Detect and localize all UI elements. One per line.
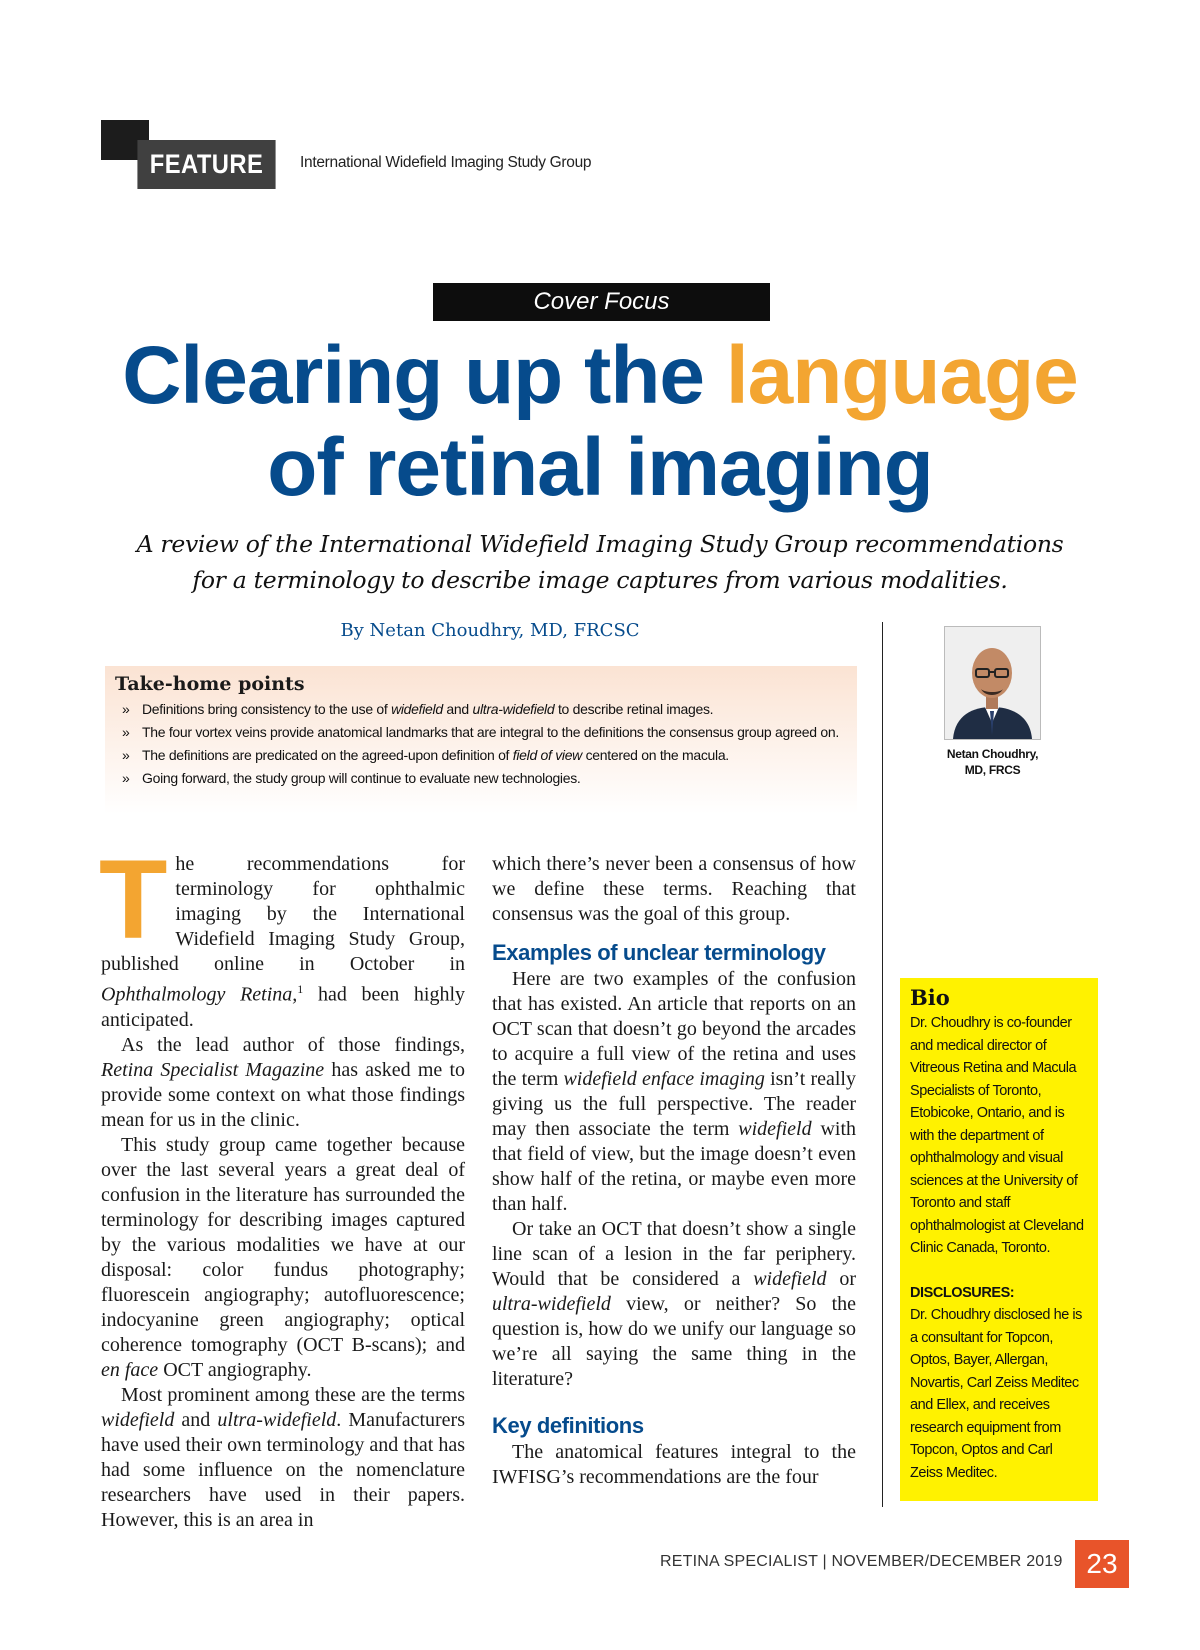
text-run: OCT angiography. — [158, 1358, 312, 1381]
takehome-em: field of view — [512, 747, 582, 763]
text-em: widefield — [753, 1268, 827, 1290]
paragraph — [492, 1217, 856, 1392]
takehome-em: widefield — [391, 701, 443, 717]
text-em: en face — [101, 1358, 159, 1381]
bio-title: Bio — [910, 985, 950, 1010]
bio-text: Dr. Choudhry is co-founder and medical director of Vitreous Retina and Macula Specialists of Toronto, Etobicoke, Ontario, and is with the department of ophthalmology and visual sciences at the University of Toronto and staff ophthalmologist at Cleveland Clinic Canada, Toronto. — [910, 1015, 1084, 1256]
text-run: Most prominent among these are the terms — [121, 1383, 465, 1406]
title-line-1 — [60, 330, 1140, 422]
subtitle-line-2: for a terminology to describe image captures from various modalities. — [192, 566, 1008, 594]
text-em: widefield — [101, 1408, 175, 1431]
title-line-2: of retinal imaging — [267, 422, 933, 513]
body-column-1 — [99, 837, 465, 1533]
takehome-item — [120, 767, 840, 790]
takehome-list — [120, 698, 840, 790]
paragraph — [101, 1383, 465, 1533]
text-run: or — [826, 1268, 856, 1290]
section-heading: Examples of unclear terminology — [492, 940, 826, 965]
takehome-text: The definitions are predicated on the agreed-upon definition of — [142, 747, 513, 763]
text-run: he recommendations for terminology for ophthalmic imaging by the International Widefield Imaging Study Group, published online in October in — [101, 853, 465, 975]
paragraph: The anatomical features integral to the IWFISG’s recommendations are the four — [492, 1441, 856, 1488]
byline: By Netan Choudhry, MD, FRCSC — [340, 620, 640, 641]
text-run: has asked me to provide some context on what those findings mean for us in the clinic. — [101, 1058, 465, 1131]
title-part-1: Clearing up the — [122, 330, 726, 421]
bio-box — [900, 978, 1098, 1501]
section-subtitle: International Widefield Imaging Study Group — [300, 154, 592, 171]
takehome-item — [120, 698, 840, 721]
takehome-text: centered on the macula. — [582, 747, 729, 763]
takehome-title: Take-home points — [115, 673, 305, 695]
text-run: isn’t really giving us the full perspective. The reader may then associate the term — [492, 1068, 856, 1140]
takehome-text: Definitions bring consistency to the use of — [142, 701, 392, 717]
text-run: Or take an OCT that doesn’t show a single line scan of a lesion in the far periphery. Would that be considered a — [492, 1218, 856, 1290]
text-run: Here are two examples of the confusion that has existed. An article that reports on an OCT scan that doesn’t go beyond the arcades to acquire a full view of the retina and uses the term — [492, 968, 856, 1090]
magazine-name: Retina Specialist Magazine — [101, 1058, 325, 1081]
takehome-text: to describe retinal images. — [554, 701, 714, 717]
footer-publication: RETINA SPECIALIST | NOVEMBER/DECEMBER 2019 — [660, 1553, 1063, 1570]
text-em: ultra-widefield — [217, 1408, 337, 1431]
text-em: ultra-widefield — [492, 1293, 611, 1315]
text-run: with that field of view, but the image doesn’t even show half of the retina, or maybe even more than half. — [492, 1118, 856, 1215]
text-run: had been highly anticipated. — [101, 983, 465, 1031]
text-run: and — [174, 1408, 218, 1431]
text-run: As the lead author of those findings, — [121, 1033, 465, 1056]
photo-caption-line-2: MD, FRCS — [964, 763, 1021, 777]
author-portrait-icon — [945, 627, 1040, 739]
column-divider — [882, 622, 883, 1507]
paragraph — [101, 1133, 465, 1383]
journal-name: Ophthalmology Retina, — [101, 983, 298, 1006]
text-em: widefield enface imaging — [563, 1068, 765, 1090]
article-title — [60, 330, 1140, 514]
takehome-text: The four vortex veins provide anatomical landmarks that are integral to the definitions the consensus group agreed on. — [142, 724, 839, 740]
feature-tag: FEATURE — [137, 140, 275, 189]
paragraph — [492, 967, 856, 1217]
text-run: . Manufacturers have used their own terminology and that has had some influence on the nomenclature researchers have used in their papers. However, this is an area in — [101, 1408, 465, 1531]
disclosures-text: Dr. Choudhry disclosed he is a consultant for Topcon, Optos, Bayer, Allergan, Novartis, Carl Zeiss Meditec and Ellex, and receives research equipment from Topcon, Optos and Carl Zeiss Meditec. — [910, 1307, 1082, 1481]
paragraph — [101, 1033, 465, 1133]
takehome-text: Going forward, the study group will continue to evaluate new technologies. — [142, 770, 581, 786]
photo-caption — [930, 746, 1055, 778]
takehome-item — [120, 721, 840, 744]
section-heading: Key definitions — [492, 1413, 644, 1438]
page-number: 23 — [1075, 1540, 1129, 1588]
body-column-2 — [492, 852, 856, 1490]
text-run: This study group came together because over the last several years a great deal of confusion in the literature has surrounded the terminology for describing images captured by the various modalities we have at our disposal: color fundus photography; fluorescein angiography; autofluorescence; indocyanine green angiography; optical coherence tomography (OCT B-scans); and — [101, 1133, 465, 1356]
subtitle-line-1: A review of the International Widefield Imaging Study Group recommendations — [136, 530, 1064, 558]
article-subtitle — [40, 526, 1160, 598]
disclosures-title: DISCLOSURES: — [910, 1284, 1015, 1301]
paragraph: which there’s never been a consensus of how we define these terms. Reaching that consensus was the goal of this group. — [492, 853, 856, 925]
title-accent: language — [725, 330, 1078, 421]
text-em: widefield — [738, 1118, 812, 1140]
drop-cap: T — [99, 837, 168, 962]
text-run: view, or neither? So the question is, how do we unify our language so we’re all saying the same thing in the literature? — [492, 1293, 856, 1390]
takehome-item — [120, 744, 840, 767]
takehome-text: and — [442, 701, 473, 717]
takehome-em: ultra-widefield — [472, 701, 555, 717]
paragraph — [99, 837, 465, 1033]
photo-caption-line-1: Netan Choudhry, — [946, 747, 1039, 761]
author-photo — [944, 626, 1041, 740]
footnote-ref: 1 — [297, 982, 304, 996]
cover-focus-label: Cover Focus — [433, 283, 770, 321]
